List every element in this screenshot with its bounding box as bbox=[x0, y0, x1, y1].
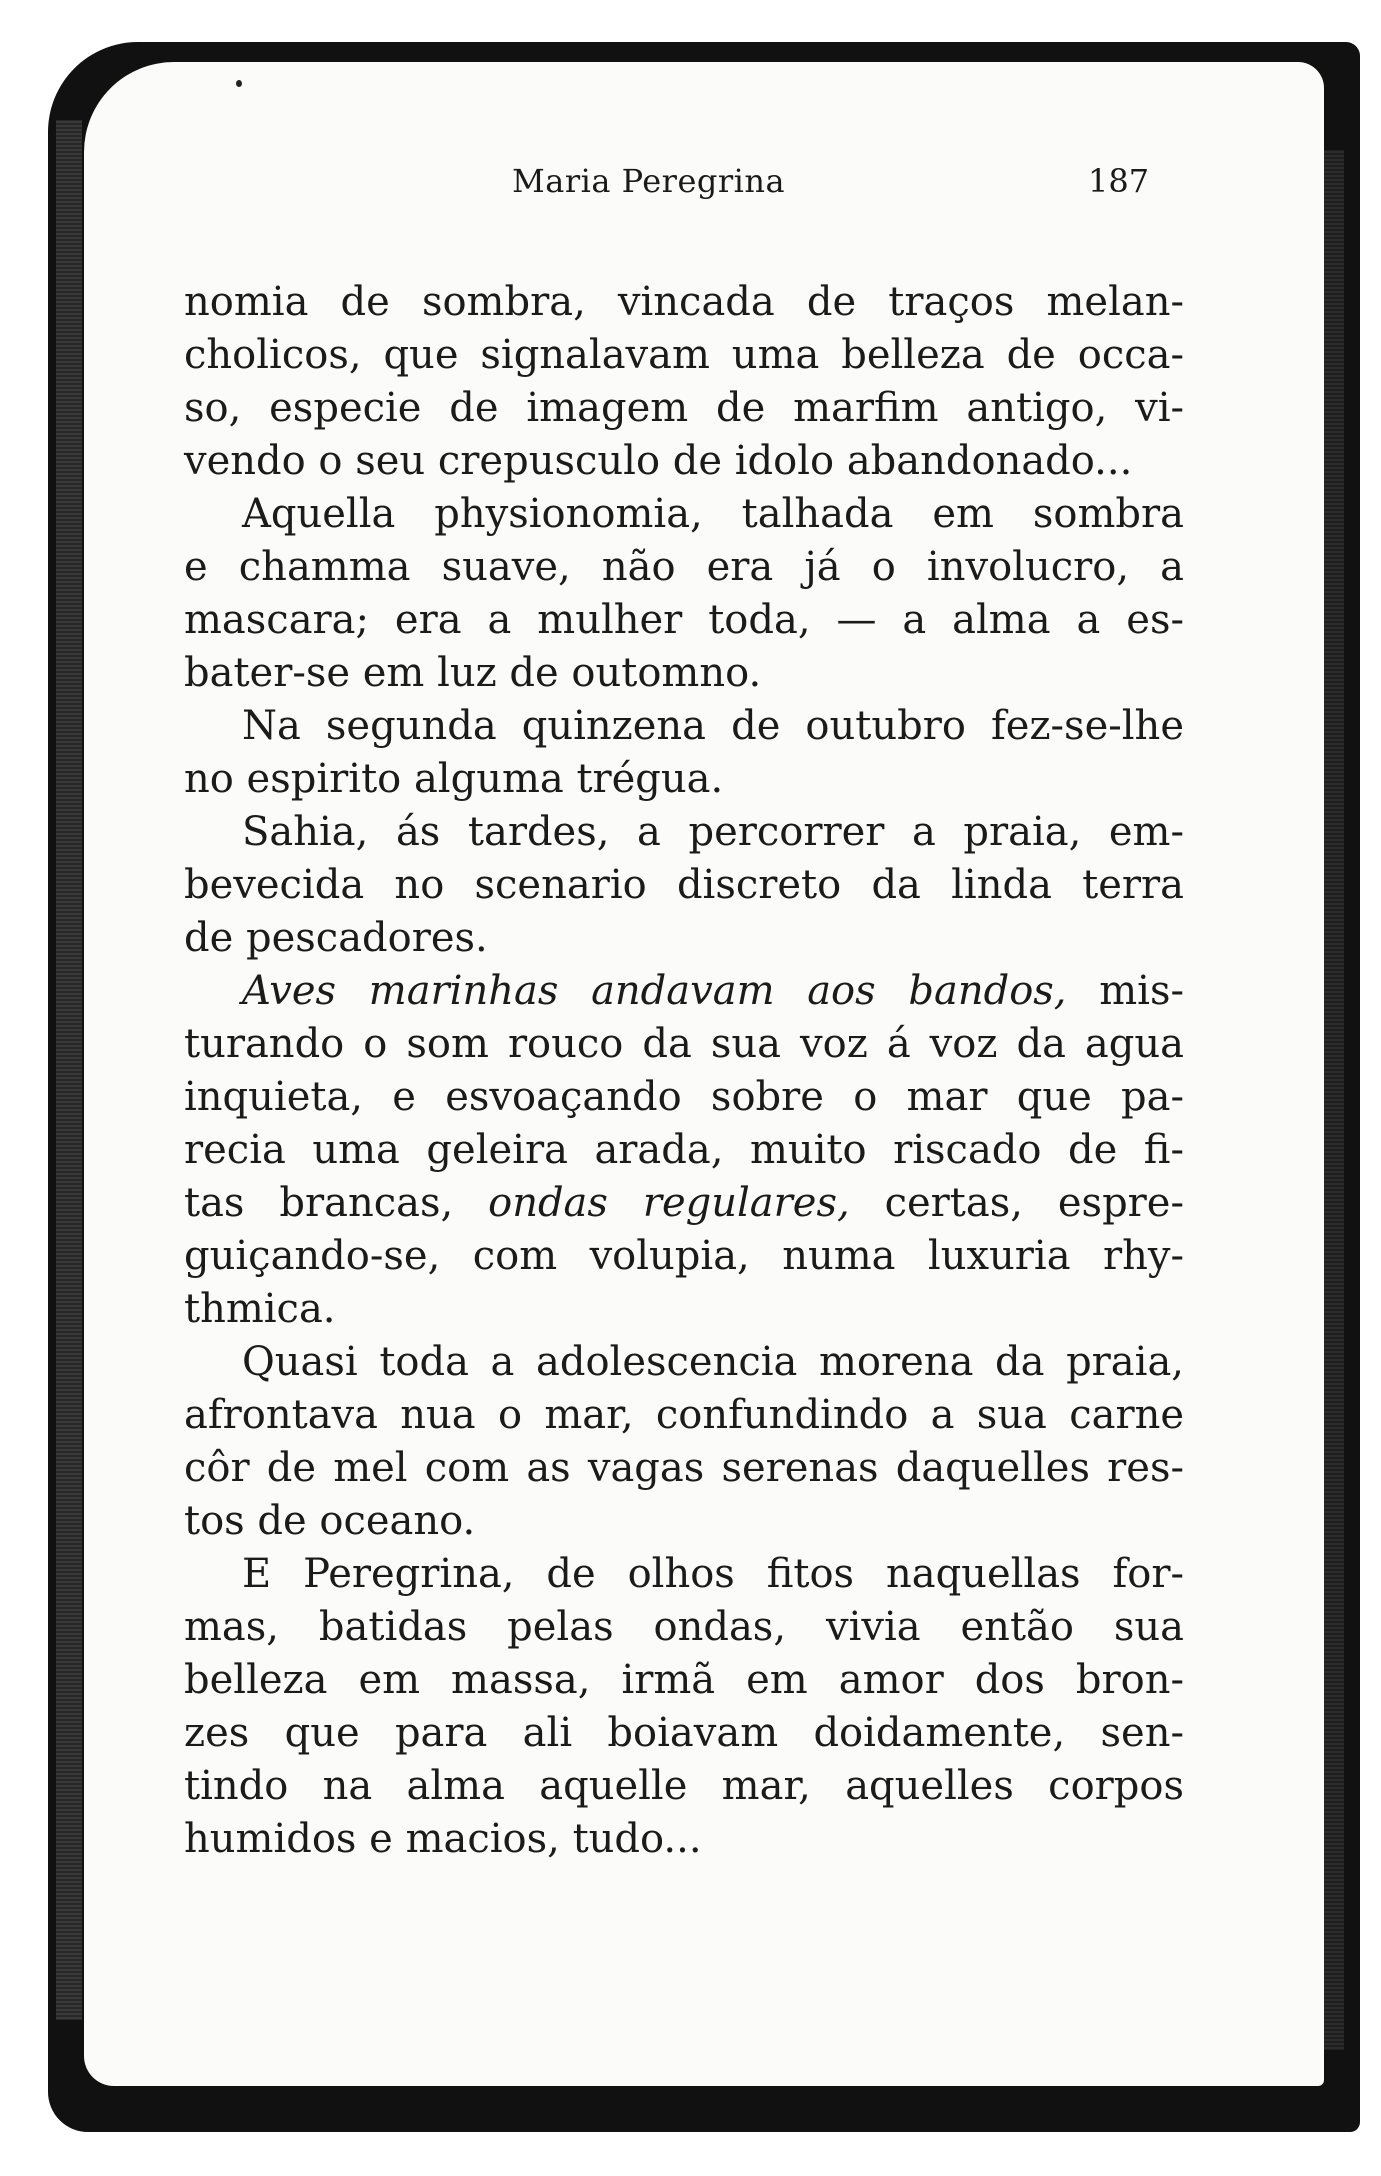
text-line: nomia de sombra, vincada de traços melan- bbox=[184, 279, 1184, 325]
line-start: tas brancas, bbox=[184, 1180, 489, 1226]
running-header bbox=[84, 162, 1324, 222]
text-line: thmica. bbox=[184, 1286, 336, 1332]
text-line: Aquella physionomia, talhada em sombra bbox=[242, 491, 1184, 537]
text-line: inquieta, e esvoaçando sobre o mar que pa- bbox=[184, 1074, 1184, 1120]
text-line: E Peregrina, de olhos fitos naquellas for- bbox=[242, 1551, 1184, 1597]
text-line: tindo na alma aquelle mar, aquelles corpos bbox=[184, 1763, 1184, 1809]
text-line: no espirito alguma trégua. bbox=[184, 756, 724, 802]
italic-phrase: Aves marinhas andavam aos bandos, bbox=[242, 968, 1067, 1014]
line-rest: certas, espre- bbox=[849, 1180, 1184, 1226]
running-title: Maria Peregrina bbox=[512, 162, 786, 200]
text-line bbox=[184, 1177, 1184, 1230]
text-line: mascara; era a mulher toda, — a alma a es- bbox=[184, 597, 1184, 643]
line-rest: mis- bbox=[1066, 968, 1184, 1014]
text-line: humidos e macios, tudo... bbox=[184, 1816, 702, 1862]
italic-phrase: ondas regulares, bbox=[488, 1180, 850, 1226]
page-number: 187 bbox=[1088, 162, 1150, 200]
text-line: belleza em massa, irmã em amor dos bron- bbox=[184, 1657, 1184, 1703]
text-line bbox=[184, 965, 1184, 1018]
page-edge-shadow-right bbox=[1322, 150, 1344, 2050]
text-line: Na segunda quinzena de outubro fez-se-lhe bbox=[242, 703, 1184, 749]
text-line: turando o som rouco da sua voz á voz da agua bbox=[184, 1021, 1184, 1067]
binding-shadow-left bbox=[56, 120, 82, 2020]
text-line: tos de oceano. bbox=[184, 1498, 476, 1544]
text-line: mas, batidas pelas ondas, vivia então sua bbox=[184, 1604, 1184, 1650]
text-line: Quasi toda a adolescencia morena da praia, bbox=[242, 1339, 1184, 1385]
text-line: cholicos, que signalavam uma belleza de occa- bbox=[184, 332, 1184, 378]
text-line: bater-se em luz de outomno. bbox=[184, 650, 762, 696]
text-line: vendo o seu crepusculo de idolo abandonado... bbox=[184, 438, 1133, 484]
text-line: Sahia, ás tardes, a percorrer a praia, em- bbox=[242, 809, 1184, 855]
text-line: de pescadores. bbox=[184, 915, 488, 961]
text-line: guiçando-se, com volupia, numa luxuria rhy- bbox=[184, 1233, 1184, 1279]
text-line: so, especie de imagem de marfim antigo, vi- bbox=[184, 385, 1184, 431]
text-line: afrontava nua o mar, confundindo a sua carne bbox=[184, 1392, 1184, 1438]
book-page bbox=[84, 62, 1324, 2086]
ink-speck bbox=[236, 80, 242, 87]
body-text bbox=[184, 276, 1184, 1866]
text-line: côr de mel com as vagas serenas daquelles res- bbox=[184, 1445, 1184, 1491]
text-line: e chamma suave, não era já o involucro, a bbox=[184, 544, 1184, 590]
text-line: zes que para ali boiavam doidamente, sen- bbox=[184, 1710, 1184, 1756]
text-line: recia uma geleira arada, muito riscado de fi- bbox=[184, 1127, 1184, 1173]
text-line: bevecida no scenario discreto da linda terra bbox=[184, 862, 1184, 908]
